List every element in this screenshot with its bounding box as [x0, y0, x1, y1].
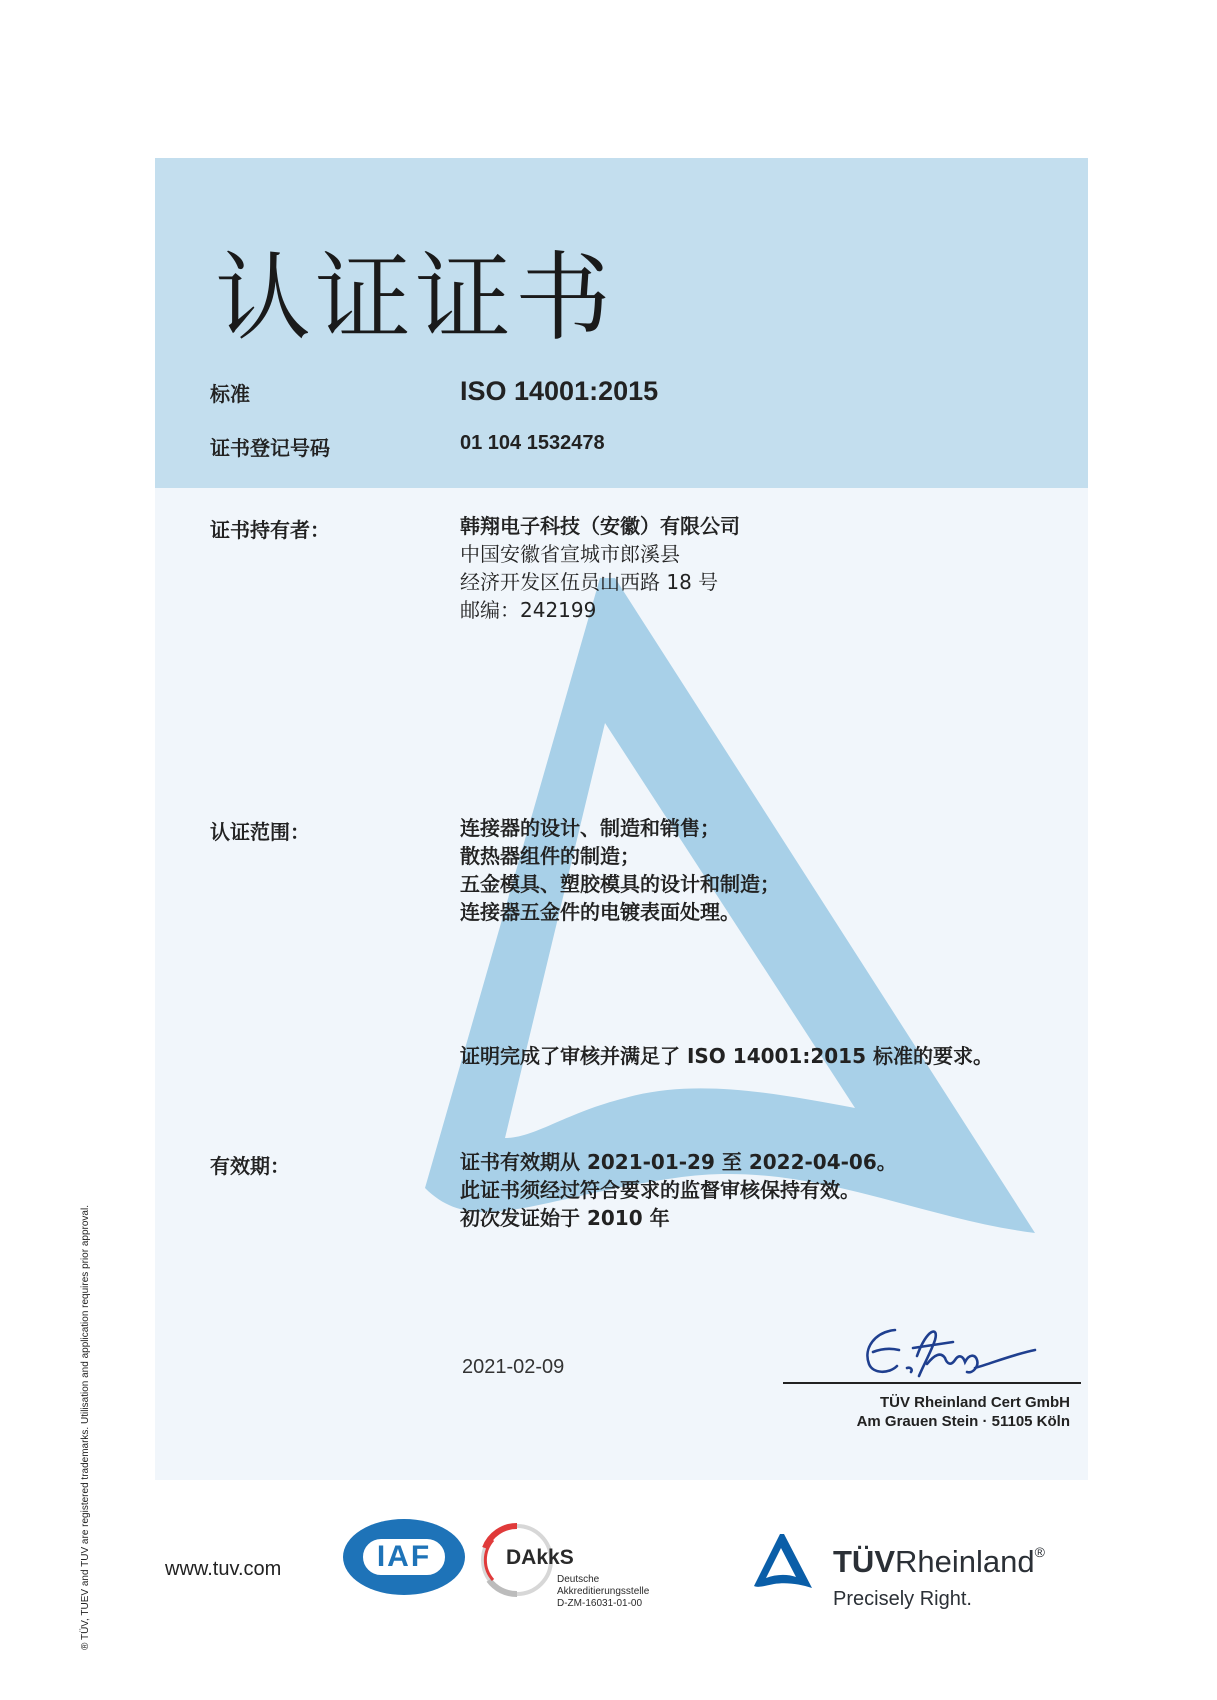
dakks-details — [557, 1574, 649, 1610]
trademark-note: ® TÜV, TUEV and TUV are registered trademarks. Utilisation and application requires prior approval. — [80, 1205, 91, 1650]
tuv-rest-text: Rheinland — [895, 1544, 1035, 1579]
holder-company: 韩翔电子科技（安徽）有限公司 — [460, 514, 740, 538]
standard-value: ISO 14001:2015 — [460, 376, 659, 406]
tuv-triangle-logo — [750, 1530, 814, 1590]
dakks-line: Deutsche — [557, 1574, 600, 1585]
holder-address-line: 经济开发区伍员山西路 18 号 — [460, 570, 719, 594]
registration-label: 证书登记号码 — [210, 436, 330, 460]
registration-number: 01 104 1532478 — [460, 432, 605, 454]
holder-postcode: 邮编：242199 — [460, 598, 597, 622]
website-link: www.tuv.com — [165, 1558, 282, 1580]
scope-item: 连接器的设计、制造和销售； — [460, 816, 720, 840]
validity-condition: 此证书须经过符合要求的监督审核保持有效。 — [460, 1178, 860, 1202]
validity-label: 有效期： — [210, 1154, 290, 1178]
iaf-text: IAF — [376, 1540, 432, 1573]
standard-label: 标准 — [210, 382, 250, 406]
signature-line — [783, 1382, 1081, 1384]
issuer-address: Am Grauen Stein · 51105 Köln — [856, 1413, 1070, 1430]
holder-label: 证书持有者： — [210, 518, 330, 542]
compliance-statement: 证明完成了审核并满足了 ISO 14001:2015 标准的要求。 — [460, 1044, 993, 1068]
tuv-tagline: Precisely Right. — [833, 1588, 972, 1610]
first-issue: 初次发证始于 2010 年 — [460, 1206, 670, 1230]
scope-label: 认证范围： — [210, 820, 310, 844]
registered-mark: ® — [1034, 1544, 1045, 1560]
iaf-logo — [343, 1519, 465, 1595]
tuv-rheinland-wordmark — [833, 1544, 1045, 1580]
dakks-line: Akkreditierungsstelle — [557, 1586, 650, 1597]
holder-address-line: 中国安徽省宣城市郎溪县 — [460, 542, 680, 566]
issue-date: 2021-02-09 — [462, 1356, 565, 1378]
issuer-block — [820, 1393, 1070, 1431]
certificate-title: 认证证书 — [215, 242, 615, 354]
holder-block — [460, 512, 740, 624]
scope-block — [460, 814, 780, 926]
dakks-name: DAkkS — [506, 1546, 574, 1569]
validity-period: 证书有效期从 2021-01-29 至 2022-04-06。 — [460, 1150, 897, 1174]
scope-item: 五金模具、塑胶模具的设计和制造； — [460, 872, 780, 896]
scope-item: 散热器组件的制造； — [460, 844, 640, 868]
validity-block — [460, 1148, 897, 1232]
dakks-id: D-ZM-16031-01-00 — [557, 1598, 643, 1609]
scope-item: 连接器五金件的电镀表面处理。 — [460, 900, 740, 924]
tuv-bold-text: TÜV — [833, 1544, 895, 1579]
issuer-name: TÜV Rheinland Cert GmbH — [879, 1394, 1070, 1411]
signature — [855, 1318, 1055, 1388]
